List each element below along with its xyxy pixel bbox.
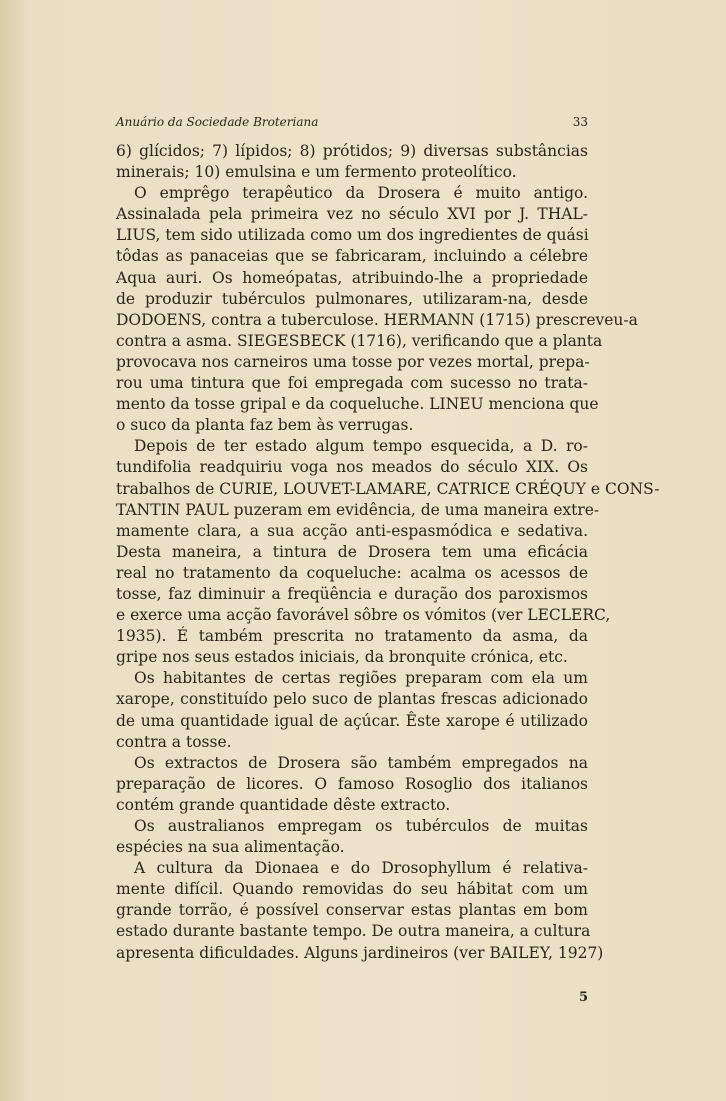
text-line: espécies na sua alimentação. xyxy=(116,838,345,857)
text-line: Aqua auri. Os homeópatas, atribuindo-lhe a propriedade xyxy=(116,268,588,287)
text-line: Os australianos empregam os tubérculos de muitas xyxy=(134,817,588,835)
text-line: O emprêgo terapêutico da Drosera é muito antigo. xyxy=(134,184,588,203)
text-line: contém grande quantidade dêste extracto. xyxy=(116,795,451,814)
text-line: grande torrão, é possível conservar estas plantas em bom xyxy=(116,901,588,920)
body-text xyxy=(116,141,660,964)
signature-mark: 5 xyxy=(578,990,588,1005)
text-line: gripe nos seus estados iniciais, da bronquite crónica, etc. xyxy=(116,648,568,667)
running-header xyxy=(116,115,588,135)
text-line: e exerce uma acção favorável sôbre os vómitos (ver LECLERC, xyxy=(116,606,611,625)
text-line: mamente clara, a sua acção anti-espasmódica e sedativa. xyxy=(116,521,588,540)
page-number: 33 xyxy=(572,115,588,129)
text-line: mento da tosse gripal e da coqueluche. LINEU menciona que xyxy=(116,395,599,414)
text-line: rou uma tintura que foi empregada com sucesso no trata- xyxy=(116,374,588,393)
text-line: de uma quantidade igual de açúcar. Êste xarope é utilizado xyxy=(116,711,588,730)
text-line: TANTIN PAUL puzeram em evidência, de uma maneira extre- xyxy=(116,500,600,519)
text-line: xarope, constituído pelo suco de plantas frescas adicionado xyxy=(116,690,588,709)
text-line: tôdas as panaceias que se fabricaram, incluindo a célebre xyxy=(116,247,588,266)
text-line: tundifolia readquiriu voga nos meados do século XIX. Os xyxy=(116,458,588,477)
text-line: apresenta dificuldades. Alguns jardineiros (ver BAILEY, 1927) xyxy=(116,943,604,962)
text-line: trabalhos de CURIE, LOUVET-LAMARE, CATRICE CRÉQUY e CONS- xyxy=(116,479,660,498)
text-line: provocava nos carneiros uma tosse por vezes mortal, prepa- xyxy=(116,352,590,371)
text-line: tosse, faz diminuir a freqüência e duração dos paroxismos xyxy=(116,584,588,603)
text-line: real no tratamento da coqueluche: acalma os acessos de xyxy=(116,563,588,582)
text-line: Depois de ter estado algum tempo esquecida, a D. ro- xyxy=(134,437,588,456)
text-line: Desta maneira, a tintura de Drosera tem uma eficácia xyxy=(116,542,588,561)
text-line: de produzir tubérculos pulmonares, utilizaram-na, desde xyxy=(116,289,588,308)
text-line: minerais; 10) emulsina e um fermento proteolítico. xyxy=(116,163,517,182)
text-line: estado durante bastante tempo. De outra maneira, a cultura xyxy=(116,922,591,941)
text-line: 1935). É também prescrita no tratamento da asma, da xyxy=(116,627,588,646)
text-line: o suco da planta faz bem às verrugas. xyxy=(116,416,414,435)
text-line: preparação de licores. O famoso Rosoglio dos italianos xyxy=(116,774,588,793)
text-line: Assinalada pela primeira vez no século XVI por J. THAL- xyxy=(116,205,588,224)
text-line: 6) glícidos; 7) lípidos; 8) prótidos; 9) diversas substâncias xyxy=(116,142,588,160)
text-line: A cultura da Dionaea e do Drosophyllum é relativa- xyxy=(134,859,588,878)
text-line: contra a asma. SIEGESBECK (1716), verificando que a planta xyxy=(116,331,603,350)
text-line: DODOENS, contra a tuberculose. HERMANN (1715) prescreveu-a xyxy=(116,310,638,329)
text-line: contra a tosse. xyxy=(116,732,232,751)
text-line: Os habitantes de certas regiões preparam com ela um xyxy=(134,669,588,688)
text-line: Os extractos de Drosera são também empregados na xyxy=(134,753,588,772)
text-line: mente difícil. Quando removidas do seu hábitat com um xyxy=(116,880,588,899)
running-title: Anuário da Sociedade Broteriana xyxy=(116,115,319,129)
text-line: LIUS, tem sido utilizada como um dos ingredientes de quási xyxy=(116,226,589,245)
